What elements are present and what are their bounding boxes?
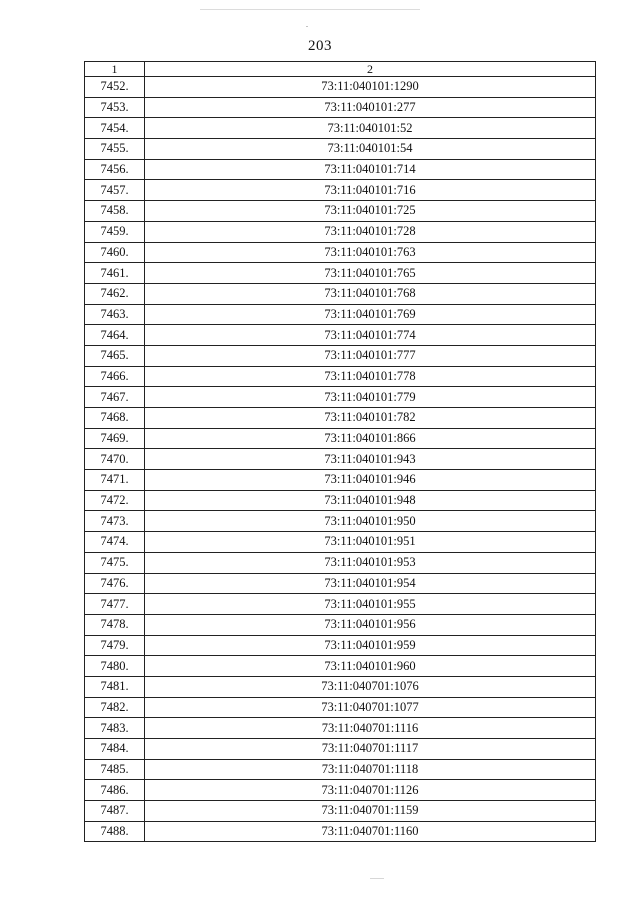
row-number: 7452.	[85, 77, 145, 98]
row-number: 7453.	[85, 97, 145, 118]
row-number: 7486.	[85, 780, 145, 801]
table-row	[85, 387, 596, 408]
row-number: 7476.	[85, 573, 145, 594]
row-number: 7460.	[85, 242, 145, 263]
cadastral-number: 73:11:040101:52	[145, 118, 596, 139]
cadastral-table	[84, 61, 596, 842]
row-number: 7468.	[85, 408, 145, 429]
table-row	[85, 532, 596, 553]
table-row	[85, 821, 596, 842]
cadastral-number: 73:11:040701:1116	[145, 718, 596, 739]
cadastral-number: 73:11:040701:1160	[145, 821, 596, 842]
row-number: 7477.	[85, 594, 145, 615]
table-row	[85, 449, 596, 470]
table-row	[85, 118, 596, 139]
row-number: 7458.	[85, 201, 145, 222]
table-row	[85, 180, 596, 201]
table-row	[85, 739, 596, 760]
table-row	[85, 97, 596, 118]
table-row	[85, 201, 596, 222]
table-row	[85, 139, 596, 160]
row-number: 7454.	[85, 118, 145, 139]
cadastral-number: 73:11:040101:714	[145, 159, 596, 180]
row-number: 7484.	[85, 739, 145, 760]
row-number: 7455.	[85, 139, 145, 160]
row-number: 7461.	[85, 263, 145, 284]
row-number: 7473.	[85, 511, 145, 532]
table-header-row	[85, 62, 596, 77]
row-number: 7488.	[85, 821, 145, 842]
row-number: 7457.	[85, 180, 145, 201]
cadastral-number: 73:11:040101:946	[145, 470, 596, 491]
cadastral-number: 73:11:040101:763	[145, 242, 596, 263]
page-number: 203	[308, 38, 332, 54]
cadastral-number: 73:11:040101:777	[145, 345, 596, 366]
table-row	[85, 718, 596, 739]
cadastral-number: 73:11:040101:765	[145, 263, 596, 284]
cadastral-number: 73:11:040101:277	[145, 97, 596, 118]
row-number: 7463.	[85, 304, 145, 325]
cadastral-number: 73:11:040101:866	[145, 428, 596, 449]
row-number: 7459.	[85, 221, 145, 242]
table-row	[85, 159, 596, 180]
cadastral-number: 73:11:040701:1126	[145, 780, 596, 801]
cadastral-number: 73:11:040101:782	[145, 408, 596, 429]
row-number: 7485.	[85, 759, 145, 780]
cadastral-number: 73:11:040101:948	[145, 490, 596, 511]
table-row	[85, 242, 596, 263]
table-row	[85, 697, 596, 718]
table-row	[85, 221, 596, 242]
row-number: 7471.	[85, 470, 145, 491]
cadastral-number: 73:11:040101:774	[145, 325, 596, 346]
cadastral-number: 73:11:040101:725	[145, 201, 596, 222]
table-row	[85, 490, 596, 511]
cadastral-number: 73:11:040701:1118	[145, 759, 596, 780]
table-row	[85, 801, 596, 822]
cadastral-number: 73:11:040101:716	[145, 180, 596, 201]
row-number: 7465.	[85, 345, 145, 366]
cadastral-number: 73:11:040101:960	[145, 656, 596, 677]
cadastral-number: 73:11:040101:951	[145, 532, 596, 553]
table-row	[85, 676, 596, 697]
row-number: 7469.	[85, 428, 145, 449]
table-row	[85, 780, 596, 801]
table-row	[85, 77, 596, 98]
row-number: 7464.	[85, 325, 145, 346]
table-row	[85, 470, 596, 491]
cadastral-number: 73:11:040101:1290	[145, 77, 596, 98]
row-number: 7467.	[85, 387, 145, 408]
table-row	[85, 345, 596, 366]
row-number: 7456.	[85, 159, 145, 180]
cadastral-number: 73:11:040101:959	[145, 635, 596, 656]
scan-artifact-top	[200, 9, 420, 10]
table-body	[85, 77, 596, 842]
cadastral-number: 73:11:040101:768	[145, 283, 596, 304]
cadastral-number: 73:11:040101:54	[145, 139, 596, 160]
table-row	[85, 304, 596, 325]
row-number: 7479.	[85, 635, 145, 656]
row-number: 7482.	[85, 697, 145, 718]
row-number: 7462.	[85, 283, 145, 304]
row-number: 7475.	[85, 552, 145, 573]
row-number: 7470.	[85, 449, 145, 470]
table-row	[85, 594, 596, 615]
table-row	[85, 325, 596, 346]
table-row	[85, 366, 596, 387]
table-row	[85, 614, 596, 635]
table-row	[85, 573, 596, 594]
row-number: 7466.	[85, 366, 145, 387]
table-row	[85, 759, 596, 780]
table-row	[85, 283, 596, 304]
column-header-index: 1	[85, 62, 145, 77]
cadastral-number: 73:11:040101:778	[145, 366, 596, 387]
cadastral-number: 73:11:040101:943	[145, 449, 596, 470]
scan-artifact-dot	[306, 26, 308, 27]
table-row	[85, 635, 596, 656]
row-number: 7487.	[85, 801, 145, 822]
cadastral-number: 73:11:040101:956	[145, 614, 596, 635]
scan-artifact-bottom	[370, 878, 384, 879]
row-number: 7480.	[85, 656, 145, 677]
cadastral-number: 73:11:040701:1076	[145, 676, 596, 697]
table-row	[85, 263, 596, 284]
table-row	[85, 428, 596, 449]
cadastral-number: 73:11:040701:1159	[145, 801, 596, 822]
cadastral-number: 73:11:040101:954	[145, 573, 596, 594]
cadastral-number: 73:11:040101:728	[145, 221, 596, 242]
cadastral-number: 73:11:040701:1077	[145, 697, 596, 718]
table-row	[85, 408, 596, 429]
table-row	[85, 656, 596, 677]
cadastral-number: 73:11:040101:953	[145, 552, 596, 573]
cadastral-number: 73:11:040701:1117	[145, 739, 596, 760]
cadastral-number: 73:11:040101:955	[145, 594, 596, 615]
cadastral-number: 73:11:040101:769	[145, 304, 596, 325]
cadastral-number: 73:11:040101:779	[145, 387, 596, 408]
row-number: 7474.	[85, 532, 145, 553]
row-number: 7472.	[85, 490, 145, 511]
column-header-code: 2	[145, 62, 596, 77]
row-number: 7481.	[85, 676, 145, 697]
row-number: 7478.	[85, 614, 145, 635]
row-number: 7483.	[85, 718, 145, 739]
table-row	[85, 511, 596, 532]
cadastral-number: 73:11:040101:950	[145, 511, 596, 532]
table-row	[85, 552, 596, 573]
